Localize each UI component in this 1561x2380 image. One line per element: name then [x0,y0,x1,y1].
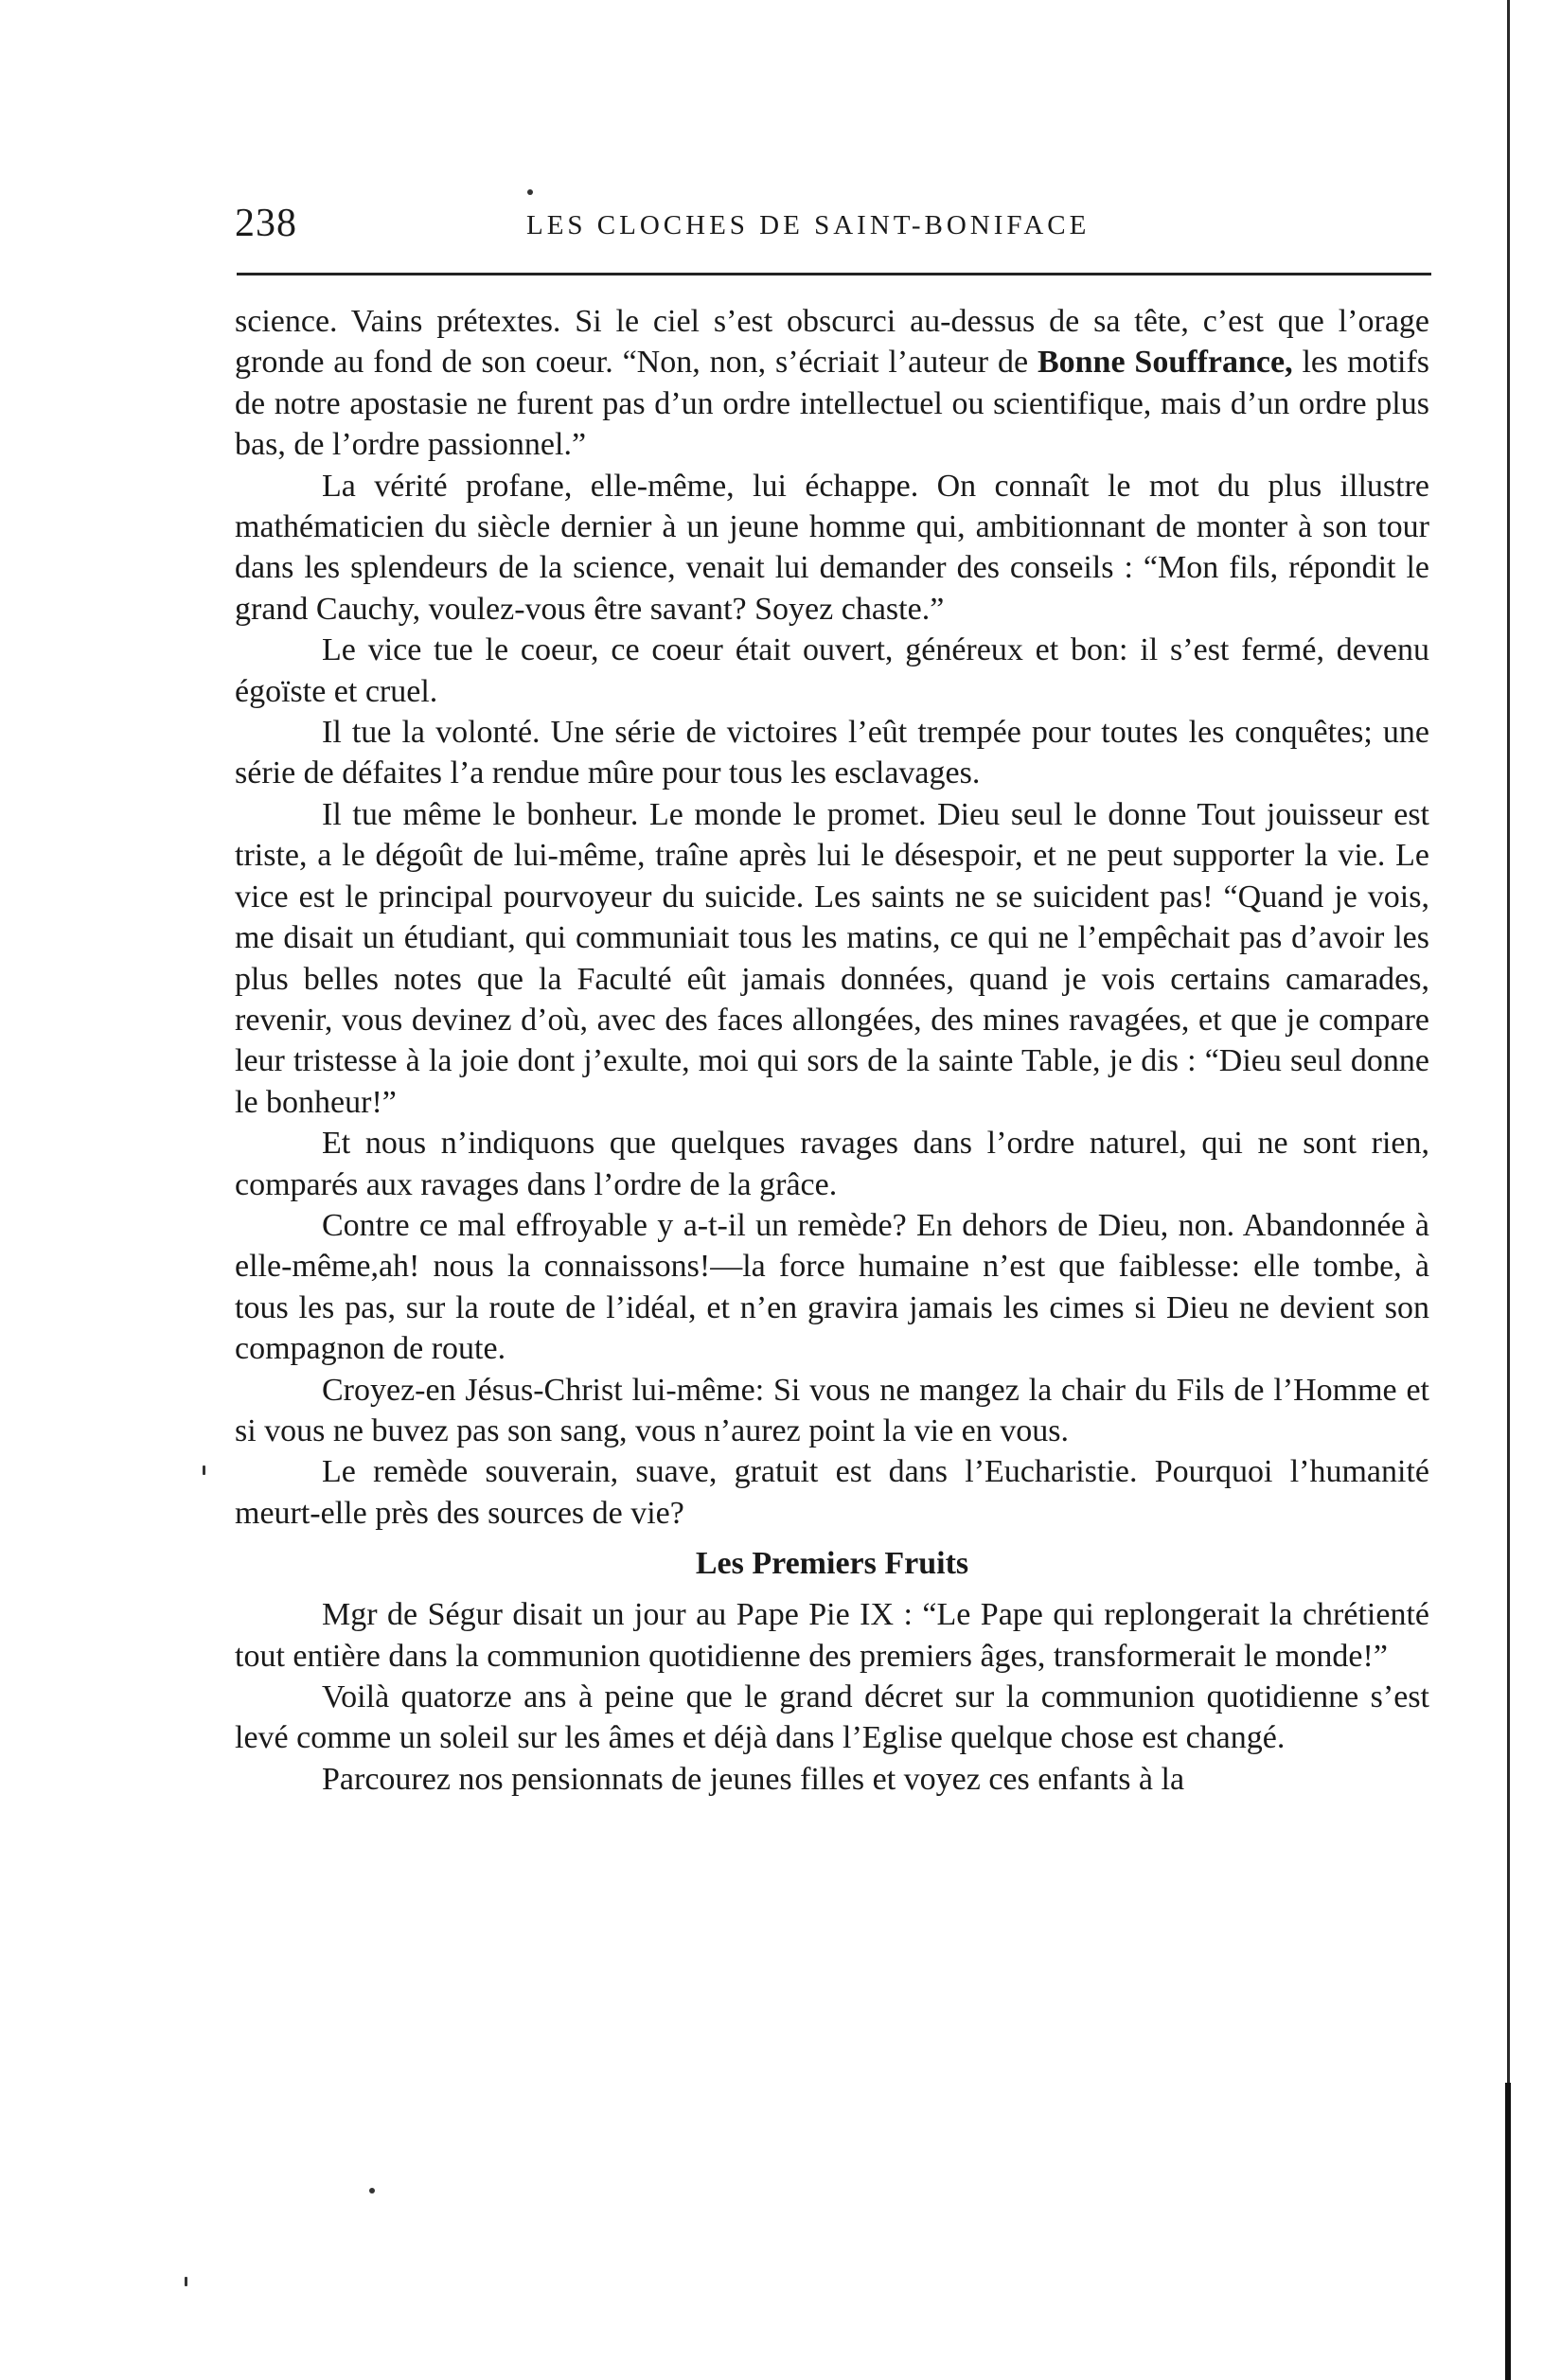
paragraph-7: Contre ce mal effroyable y a-t-il un remède? En dehors de Dieu, non. Abandonnée à elle-même,ah! nous la connaissons!—la force humaine n’est que faiblesse: elle tombe, à tous les pas, sur la route de l’idéal, et n’en gravira jamais les cimes si Dieu ne devient son compagnon de route. [235,1207,1429,1367]
page-header [235,201,1429,258]
paragraph-6: Et nous n’indiquons que quelques ravages dans l’ordre naturel, qui ne sont rien, comparés aux ravages dans l’ordre de la grâce. [235,1126,1429,1202]
book-title-bonne-souffrance: Bonne Souffrance, [1037,345,1293,381]
header-rule [237,273,1431,275]
body-text [235,301,1429,1800]
paragraph-5: Il tue même le bonheur. Le monde le promet. Dieu seul le donne Tout jouisseur est triste, a le dégoût de lui-même, traîne après lui le désespoir, et ne peut supporter la vie. Le vice est le principal pourvoyeur du suicide. Les saints ne se suicident pas! “Quand je vois, me disait un étudiant, qui communiait tous les matins, ce qui ne l’empêchait pas d’avoir les plus belles notes que la Faculté eût jamais données, quand je vois certains camarades, revenir, vous devinez d’où, avec des faces allongées, des mines ravagées, et que je compare leur tristesse à la joie dont j’exulte, moi qui sors de la sainte Table, je dis : “Dieu seul donne le bonheur!” [235,796,1429,1120]
page-number: 238 [235,202,297,245]
section-paragraph-1: Mgr de Ségur disait un jour au Pape Pie IX : “Le Pape qui replongerait la chrétienté tout entière dans la communion quotidienne des premiers âges, transformerait le monde!” [235,1597,1429,1674]
paragraph-1-before: science. Vains prétextes. Si le ciel s’est obscurci au-dessus de sa tête, c’est que l’orage gronde au fond de son coeur. “Non, non, s’écriait l’auteur de [235,304,1429,381]
ink-speck [185,2277,187,2286]
running-head: LES CLOCHES DE SAINT-BONIFACE [526,210,1091,240]
section-paragraph-3: Parcourez nos pensionnats de jeunes filles et voyez ces enfants à la [322,1761,1185,1797]
ink-speck [527,189,533,195]
section-heading: Les Premiers Fruits [695,1546,969,1582]
ink-speck [203,1465,205,1475]
paragraph-2: La vérité profane, elle-même, lui échappe. On connaît le mot du plus illustre mathématicien du siècle dernier à un jeune homme qui, ambitionnant de monter à son tour dans les splendeurs de la science, venait lui demander des conseils : “Mon fils, répondit le grand Cauchy, voulez-vous être savant? Soyez chaste.” [235,468,1429,627]
paragraph-8: Croyez-en Jésus-Christ lui-même: Si vous ne mangez la chair du Fils de l’Homme et si vous ne buvez pas son sang, vous n’aurez point la vie en vous. [235,1372,1429,1448]
paragraph-3: Le vice tue le coeur, ce coeur était ouvert, généreux et bon: il s’est fermé, devenu égoïste et cruel. [235,632,1429,709]
page-edge-line [1507,0,1510,2380]
page-edge-shadow [1505,2083,1511,2380]
paragraph-9: Le remède souverain, suave, gratuit est dans l’Eucharistie. Pourquoi l’humanité meurt-elle près des sources de vie? [235,1454,1429,1531]
paragraph-1 [235,301,1429,466]
paragraph-4: Il tue la volonté. Une série de victoires l’eût trempée pour toutes les conquêtes; une série de défaites l’a rendue mûre pour tous les esclavages. [235,715,1429,791]
section-paragraph-2: Voilà quatorze ans à peine que le grand décret sur la communion quotidienne s’est levé comme un soleil sur les âmes et déjà dans l’Eglise quelque chose est changé. [235,1679,1429,1756]
paragraph-1-after: les motifs de notre apostasie ne furent pas d’un ordre intellectuel ou scientifique, mais d’un ordre plus bas, de l’ordre passionnel.” [235,345,1430,463]
ink-speck [369,2188,375,2194]
